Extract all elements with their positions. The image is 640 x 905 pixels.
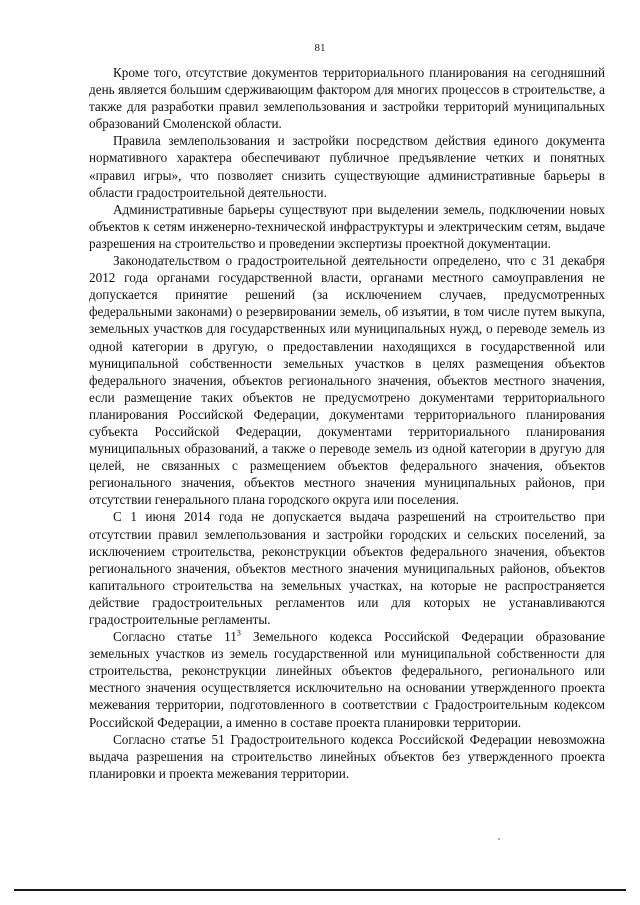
scan-speck (498, 838, 500, 840)
bottom-rule (14, 889, 626, 891)
page-number: 81 (314, 42, 326, 54)
paragraph: Правила землепользования и застройки посредством действия единого документа нормативного характера обеспечивают публичное предъявление четких и понятных «правил игры», что позволяет снизить существующие административные барьеры в области градостроительной деятельности. (89, 133, 605, 200)
superscript: 3 (236, 628, 241, 638)
paragraph-text: Согласно статье 11 (113, 629, 237, 645)
document-body (89, 64, 605, 782)
paragraph-text: Земельного кодекса Российской Федерации образование земельных участков из земель государственной или муниципальной собственности для строительства, реконструкции линейных объектов федерального, регионального или местного значения осуществляется исключительно на основании утвержденного проекта межевания территории, подготовленного в соответствии с Градостроительным кодексом Российской Федерации, а именно в составе проекта планировки территории. (89, 629, 605, 730)
paragraph: Согласно статье 51 Градостроительного кодекса Российской Федерации невозможна выдача разрешения на строительство линейных объектов без утвержденного проекта планировки и проекта межевания территории. (89, 731, 605, 781)
paragraph-article-11-3 (89, 628, 605, 731)
paragraph: Кроме того, отсутствие документов территориального планирования на сегодняшний день является большим сдерживающим фактором для многих процессов в строительстве, а также для разработки правил землепользования и застройки территорий муниципальных образований Смоленской области. (89, 65, 605, 132)
paragraph: Административные барьеры существуют при выделении земель, подключении новых объектов к сетям инженерно-технической инфраструктуры и электрическим сетям, выдаче разрешения на строительство и проведении экспертизы проектной документации. (89, 201, 605, 251)
paragraph: С 1 июня 2014 года не допускается выдача разрешений на строительство при отсутствии правил землепользования и застройки городских и сельских поселений, за исключением строительства, реконструкции объектов федерального значения, объектов регионального значения, объектов местного значения муниципальных районов, объектов капитального строительства на земельных участках, на которые не распространяется действие градостроительных регламентов или для которых не устанавливаются градостроительные регламенты. (89, 509, 605, 627)
paragraph: Законодательством о градостроительной деятельности определено, что с 31 декабря 2012 года органами государственной власти, органами местного самоуправления не допускается принятие решений (за исключением случаев, предусмотренных федеральными законами) о резервировании земель, об изъятии, в том числе путем выкупа, земельных участков для государственных или муниципальных нужд, о переводе земель из одной категории в другую, о предоставлении находящихся в государственной или муниципальной собственности земельных участков в целях размещения объектов федерального значения, объектов регионального значения, объектов местного значения, если размещение таких объектов не предусмотрено документами территориального планирования Российской Федерации, документами территориального планирования субъекта Российской Федерации, документами территориального планирования муниципальных образований, а также о переводе земель из одной категории в другую для целей, не связанных с размещением объектов федерального значения, объектов регионального значения, объектов местного значения муниципальных районов, при отсутствии генерального плана городского округа или поселения. (89, 253, 605, 508)
